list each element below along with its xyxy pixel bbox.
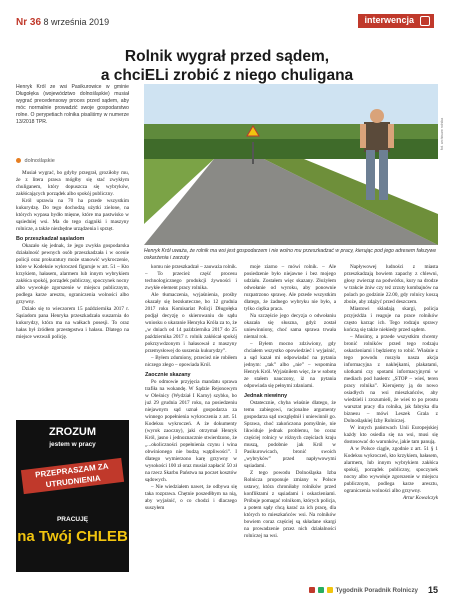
headline-line-2: a chciELi zrobić z niego chuligana	[100, 67, 354, 84]
location-icon	[16, 158, 21, 163]
brand-logo-icon	[318, 587, 324, 593]
photo-caption: Henryk Król uważa, że rolnik ma wsi jest gospodarzem i nie wolno mu przeszkadzać w pracy, kierując pod jego adresem fałszywe oskarżenia i zarzuty	[144, 248, 437, 261]
ad-subline: jestem w pracy	[49, 441, 96, 448]
page-footer	[0, 583, 454, 600]
section-label: interwencja	[364, 15, 414, 25]
col2-paragraph: – Byłem zdumiony, przecież nie robiłem niczego złego – opowiada Król.	[145, 355, 237, 368]
megaphone-icon	[420, 16, 430, 26]
col1-paragraph: Działo się to wieczorem 15 października 2017 r. Sąsiadom pana Henryka przeszkadzała suszarnia do kukurydzy, która ma na wałkach posesji. To oraz hałas był źródłem przestępstwa i hałasu. Dlatego na miejsce wezwali policję.	[16, 306, 129, 340]
ad-subline-2: PRACUJĘ	[56, 516, 89, 523]
col4-paragraph: – Musimy, a przede wszystkim chcemy bronić rolników przed tego rodzaju oskarżeniami i będziemy to robić. Właśnie z tego powodu ruszyła nasza akcja informacyjna z naklejkami, plakatami, ulotkami czy spotami informacyjnymi w mediach pod hasłem: „STOP – wieś, teren pracy rolnika”. Kierujemy ją do nowo osiadłych na wsi mieszkańców, aby wiedzieli i zrozumieli, że wieś to po prostu warsztat pracy dla rolnika, jak fabryka dla biznesu – mówi Leszek Grala z Dolnośląskiej Izby Rolniczej.	[344, 334, 438, 424]
col3-subheading: Jednak niewinny	[244, 393, 288, 399]
advertisement	[16, 420, 129, 572]
section-tag	[358, 14, 434, 28]
col2-paragraph: Ale tłumaczenia, wyjaśnienia, prośby okazały się bezskuteczne, bo 12 grudnia 2017 roku Komisariat Policji Długołęka podjął decyzję o skierowaniu do sądu wniosku o ukaranie Henryka Króla za to, że „w dniach od 14 października 2017 do 25 października 2017 r. rolnik zakłócał spokój pokrzywdzonym i hałasował z maszyny przemysłowej do suszenia kukurydzy”.	[145, 292, 237, 354]
col2-subheading: Zaocznie skazany	[145, 372, 191, 378]
brand-name: Tygodnik Poradnik Rolniczy	[335, 587, 418, 594]
col3-paragraph: Na szczęście jego decyzja o odwołaniu okazała się słuszna, gdyż został uniewinniony, choć sama sprawa trwała niemal rok.	[244, 313, 336, 340]
text-column-2	[145, 264, 237, 582]
headline-line-1: Rolnik wygrał przed sądem,	[124, 48, 330, 65]
text-column-3	[244, 264, 336, 582]
farmer-photo-illustration	[144, 84, 438, 245]
col4-paragraph: Miastowi składają skargi, policja przyjeżdża i reaguje na prace rolników często karząc ich. Tego rodzaju sprawy kończą się także niekiedy przed sądem.	[344, 306, 438, 333]
col4-paragraph: A w Polsce ciągle, zgodnie z art. 51 § 1 Kodeksu wykroczeń, kto krzykiem, hałasem, alarmem, lub innym wybrykiem zakłóca spokój, porządek publiczny, spoczynek nocny albo wywołuje zgorszenie w miejscu publicznym, podlega karze aresztu, ograniczenia wolności albo grzywny.	[344, 446, 438, 494]
col1-paragraph: Musiał wygrać, bo gdyby przegrał, groziłoby mu, że z litera prawa mógłby się stać zwykłym chuliganem, który dopuszcza się wybryków, zakłócających porządek albo spokój publiczny.	[16, 170, 129, 197]
article-photo	[144, 84, 438, 245]
col2-paragraph: – Nie wiedziałem nawet, że odbywa się taka rozprawa. Chętnie poszedłbym na nią, aby wyjaśnić, o co chodzi i dlaczego suszyłem	[145, 484, 237, 511]
col3-paragraph: Ostatecznie, chyba właśnie dlatego, że temu zabiegowi, racjonalne argumenty gospodarza sąd uwzględnił i uniewinnił go. Sprawa, choć zakończona pomyślnie, nie likwiduje jednak problemu, bo coraz częściej rolnicy w różnych częściach kraju muszą, podobnie jak Król w Pasikurowicach, bronić swoich „wybryków” przed napływowymi sąsiadami.	[244, 400, 336, 469]
issue-date: 8 września 2019	[43, 17, 110, 27]
col2-paragraph: komu nie przeszkadzał – zauważa rolnik. – To przecież część procesu technologicznego produkcji żywności i zwykłe element pracy rolnika.	[145, 264, 237, 291]
col1-subheading: Bo przeszkadzał sąsiadom	[16, 236, 85, 242]
col2-paragraph: Po odmowie przyjęcia mandatu sprawa trafiła na wokandę. W Sądzie Rejonowym w Oleśnicy (Wydział I Karny) szybko, bo już 29 grudnia 2017 roku, na posiedzeniu niejawnym sąd uznał gospodarza za winnego popełnienia wykroczenia z art. 51 Kodeksu wykroczeń. A że dokumenty (wyrok zaoczny), jaki otrzymał Henryk Król, jasno i jednoznacznie stwierdzono, że „...okoliczności popełnienia czynu i wina obwinionego nie budzą wątpliwości”. I dlatego wymierzono karę grzywny w wysokości 100 zł oraz musiał zapłacić 50 zł na rzecz Skarbu Państwa na poczet kosztów sądowych.	[145, 379, 237, 483]
article-author: Artur Kowalczyk	[402, 495, 438, 501]
col3-paragraph: Z tego powodu Dolnośląska Izba Rolnicza proponuje zmiany w Polsce ustawy, która chroniłaby rolników przed konfliktami z sąsiadami i oskarżeniami. Próbuje pomagać rolnikom, których policja, a potem sądy chcą karać za ich pracę, dla których to mieszkańców wsi. Na rolników bowiem coraz częściej są składane skargi na prowadzenie przez nich działalności rolniczej na wsi.	[244, 470, 336, 539]
col4-paragraph: W innych państwach Unii Europejskiej każdy kto osiedla się na wsi, musi się dostosować do warunków, jakie tam panują.	[344, 425, 438, 445]
region-tag	[16, 158, 55, 164]
ad-slogan: na Twój CHLEB	[17, 528, 128, 545]
ad-headline: ZROZUM	[48, 426, 97, 438]
text-column-1	[16, 170, 129, 415]
col1-paragraph: Okazało się jednak, że jego zwykła gospodarska działalność pewnych osób przeszkadzała i w ocenie policji oraz prokuratury może stanowić wykroczenie, które w Kodeksie wykroczeń figuruje w art. 51 – Kto krzykiem, hałasem, alarmem lub innym wybrykiem zakłóca spokój, porządek publiczny, spoczynek nocny albo wywołuje zgorszenie w miejscu publicznym, podlega karze aresztu, ograniczenia wolności albo grzywny.	[16, 243, 129, 305]
brand-logo-icon	[309, 587, 315, 593]
article-headline	[0, 47, 454, 85]
article-lead: Henryk Król ze wsi Pasikurowice w gminie Długołęka (województwo dolnośląskie) musiał wygrać precedensowy proces przed sądem, aby móc normalnie prowadzić swoje gospodarstwo rolne. O perypetiach rolnika pisaliśmy w numerze 13/2018 TPR.	[16, 84, 129, 125]
ad-banner: PRZEPRASZAM ZA UTRUDNIENIA	[21, 458, 124, 494]
col3-paragraph: moje ziarno – mówi rolnik. – Ale posiedzenie było niejawne i bez mojego udziału. Zostałem więc skazany. Złożyłem odwołanie od wyroku, aby ponownie rozpatrzono sprawę. Ale przede wszystkim dlatego, że żadnego wybryku nie było, a tylko ciężka praca.	[244, 264, 336, 312]
page-number: 15	[427, 585, 438, 595]
page-header	[0, 0, 454, 40]
col4-paragraph: Napływowej ludności z miasta przeszkadzają bowiem zapachy z chlewni, głosy zwierząt na podwórku, kury na drodze w trakcie żniw czy też zrzuty kombajnów na polach po godzinie 22.00, gdy rolnicy koszą zboże, aby zdążyć przed deszczem.	[344, 264, 438, 305]
issue-number: Nr 36	[16, 17, 42, 28]
brand-logo-icon	[327, 587, 333, 593]
col3-paragraph: – Byłem mocno zdziwiony, gdy chciałem wszystko opowiedzieć i wyjaśnić, a sąd kazał mi odpowiadać na pytania jednym: „tak” albo „nie” – wspomina Henryk Król. Wyjaśniłem więc, że w sobotę ze stałem nauczony, iż na pytania odpowiada się pełnymi zdaniami.	[244, 341, 336, 389]
issue-info	[16, 17, 109, 28]
photo-credit: fot. archiwum rolnika	[440, 117, 444, 150]
col1-paragraph: Król uprawia na 70 ha przede wszystkim kukurydzę. Do tego dochodzą użytki zielone, na których wypasa bydło mięsne, które ma pastwisko w sąsiedniej wsi. Ma do tego ciągniki i maszyny rolnicze, a także niezbędne urządzenia i sprzęt.	[16, 198, 129, 232]
text-column-4	[344, 264, 438, 582]
region-label: dolnośląskie	[24, 158, 55, 164]
publication-brand	[309, 587, 418, 594]
